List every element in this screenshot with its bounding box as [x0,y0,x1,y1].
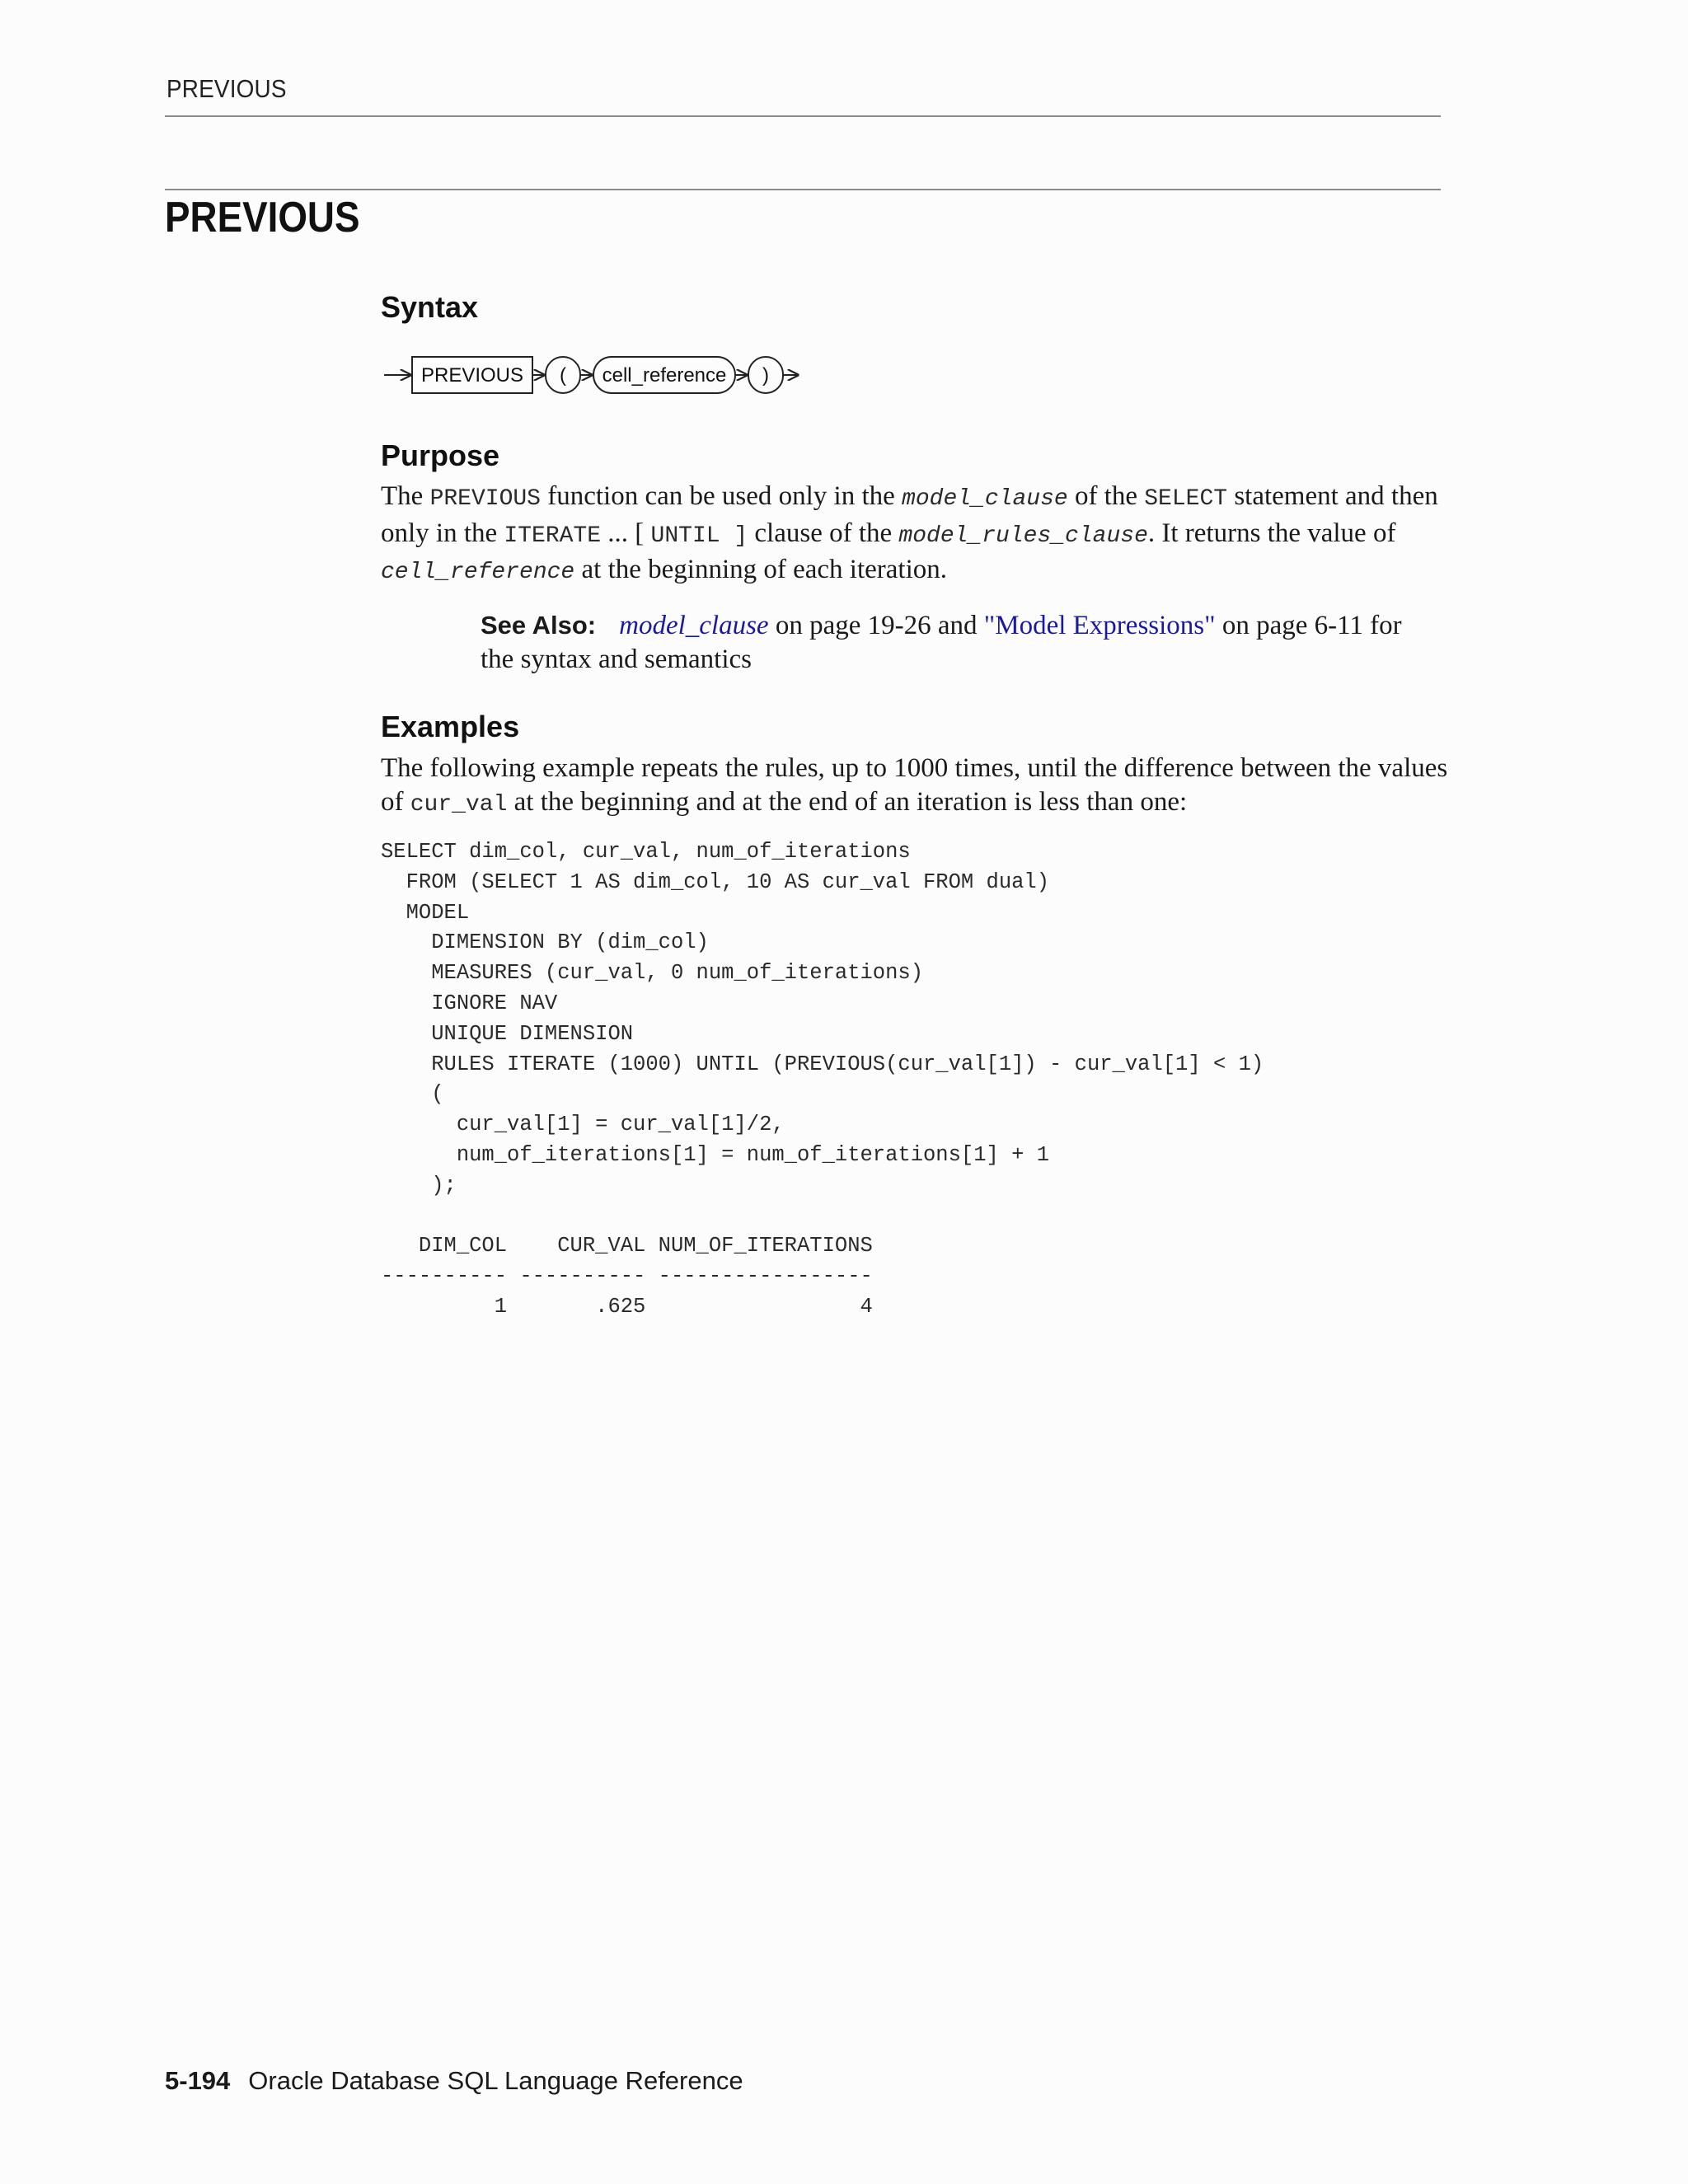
syntax-diagram [381,346,809,401]
see-also-note: See Also: model_clause on page 19-26 and "Model Expressions" on page 6-11 for the syntax and semantics [481,611,1402,674]
model-clause-link[interactable]: model_clause [619,611,769,640]
purpose-paragraph: The PREVIOUS function can be used only in the model_clause of the SELECT statement and then only in the ITERATE ... [ UNTIL ] clause of the model_rules_clause. It returns the value of cell_reference at the beginning of each iteration. [381,481,1438,585]
footer-book-title: Oracle Database SQL Language Reference [248,2066,743,2095]
footer-page-number: 5-194 [165,2066,231,2095]
purpose-heading: Purpose [381,438,500,472]
syntax-close-paren: ) [762,364,769,387]
syntax-open-paren: ( [560,364,566,387]
syntax-keyword: PREVIOUS [420,364,524,387]
syntax-heading: Syntax [381,290,479,324]
code-example: SELECT dim_col, cur_val, num_of_iterations FROM (SELECT 1 AS dim_col, 10 AS cur_val FROM dual) MODEL DIMENSION BY (dim_col) MEASURES (cur_val, 0 num_of_iterations) IGNORE NAV UNIQUE DIMENSION RULES ITERATE (1000) UNTIL (PREVIOUS(cur_val[1]) - cur_val[1] < 1) ( cur_val[1] = cur_val[1]/2, num_of_iterations[1] = num_of_iterations[1] + 1 ); DIM_COL CUR_VAL NUM_OF_ITERATIONS ---------- ---------- ----------------- 1 .625 4 [381,840,1264,1319]
examples-heading: Examples [381,710,520,743]
title-rule [165,189,1441,190]
examples-paragraph: The following example repeats the rules, up to 1000 times, until the difference between the values of cur_val at the beginning and at the end of an iteration is less than one: [381,753,1448,818]
page-footer [165,2066,743,2096]
syntax-argument: cell_reference [602,364,727,387]
running-header: PREVIOUS [166,74,287,103]
page-title: PREVIOUS [165,194,360,241]
model-expressions-link[interactable]: "Model Expressions" [983,611,1216,640]
see-also-label: See Also: [481,611,597,640]
header-rule [165,115,1441,117]
